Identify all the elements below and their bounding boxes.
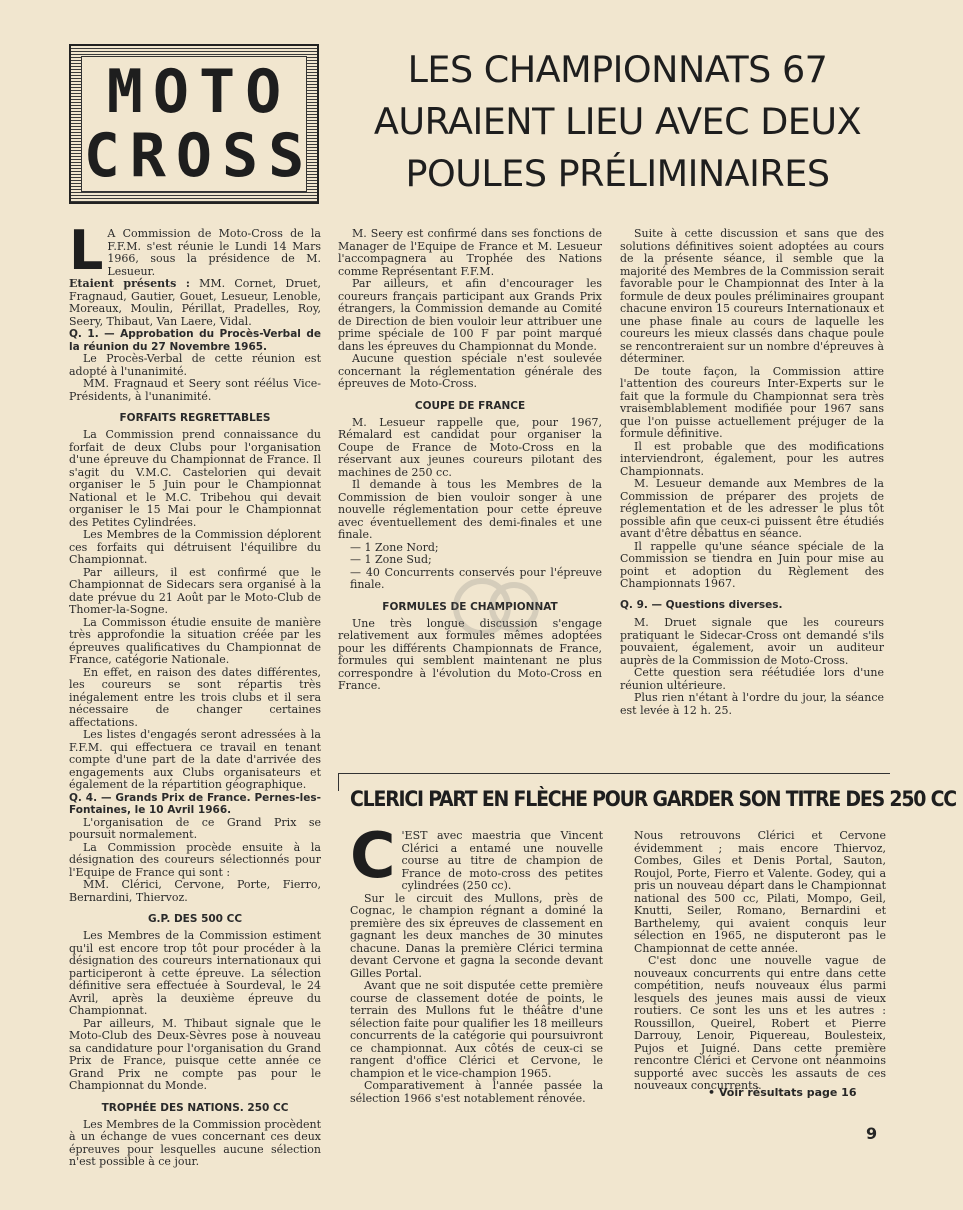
q4-heading: Q. 4. — Grands Prix de France. Pernes-les-Fontaines, le 10 Avril 1966. (69, 791, 321, 816)
paragraph: MM. Fragnaud et Seery sont réélus Vice-Présidents, à l'unanimité. (69, 377, 321, 403)
paragraph: Le Procès-Verbal de cette réunion est adopté à l'unanimité. (69, 352, 321, 378)
paragraph: M. Druet signale que les coureurs pratiquant le Sidecar-Cross ont demandé s'ils pouvaient, également, avoir un auditeur auprès de la Commission de Moto-Cross. (620, 616, 884, 667)
moto-cross-masthead (69, 44, 319, 204)
drop-cap: C (350, 819, 396, 892)
paragraph: Il demande à tous les Membres de la Commission de bien vouloir songer à une nouvelle réglementation pour cette épreuve avec éventuellement des demi-finales et une finale. (338, 478, 602, 541)
paragraph: La Commission prend connaissance du forfait de deux Clubs pour l'organisation d'une épreuve du Championnat de France. Il s'agit du V.M.C. Castelorien qui devait organiser le 5 Juin pour le Championnat National et le M.C. Tribehou qui devait organiser le 15 Mai pour le Championnat des Petites Cylindrées. (69, 428, 321, 529)
paragraph: Il est probable que des modifications interviendront, également, pour les autres Championnats. (620, 439, 884, 478)
paragraph: Avant que ne soit disputée cette première course de classement dotée de points, le terrain des Mullons fut le théâtre d'une sélection faite pour qualifier les 18 meilleurs concurrents de la catégorie qui poursuivront ce championnat. Aux côtés de ceux-ci se rangent d'office Clérici et Cervone, le champion et le vice-champion 1965. (350, 979, 603, 1080)
paragraph: Aucune question spéciale n'est soulevée concernant la réglementation générale des épreuves de Moto-Cross. (338, 352, 602, 390)
main-headline (340, 44, 895, 200)
clerici-column-2 (634, 830, 886, 1093)
paragraph: Par ailleurs, il est confirmé que le Championnat de Sidecars sera organisé à la date prévue du 21 Août par le Moto-Club de Thomer-la-Sogne. (69, 565, 321, 616)
paragraph: La Commisson étudie ensuite de manière très approfondie la situation créée par les épreuves qualificatives du Championnat de France, catégorie Nationale. (69, 615, 321, 666)
see-results-reference: • Voir résultats page 16 (708, 1086, 857, 1099)
page-number: 9 (866, 1124, 878, 1143)
paragraph: Plus rien n'étant à l'ordre du jour, la séance est levée à 12 h. 25. (620, 691, 884, 717)
paragraph: Suite à cette discussion et sans que des solutions définitives soient adoptées au cours de la présente séance, il semble que la majorité des Membres de la Commission serait favorable pour le Championnat des Inter à la formule de deux poules préliminaires groupant chacune environ 15 coureurs Internationaux et une phase finale au cours de laquelle les coureurs les mieux classés dans chaque poule se rencontreraient sur un nombre d'épreuves à déterminer. (620, 227, 884, 365)
present-paragraph (69, 278, 321, 328)
clerici-column-1 (350, 819, 603, 1105)
drop-cap: L (69, 219, 104, 282)
headline-line-3: POULES PRÉLIMINAIRES (405, 152, 830, 195)
paragraph: Il rappelle qu'une séance spéciale de la Commission se tiendra en Juin pour mise au point et adoption du Règlement des Championnats 1967. (620, 539, 884, 590)
headline-line-1: LES CHAMPIONNATS 67 (407, 48, 828, 91)
present-text: MM. Cornet, Druet, Fragnaud, Gautier, Gouet, Lesueur, Lenoble, Moreaux, Moulin, Périllat, Pradelles, Roy, Seery, Thibaut, Van Laere, Vidal. (69, 277, 321, 328)
paragraph: De toute façon, la Commission attire l'attention des coureurs Inter-Experts sur le fait que la formule du Championnat sera très vraisemblablement modifiée pour 1967 sans que l'on puisse actuellement préjuger de la formule définitive. (620, 364, 884, 440)
paragraph: C'est donc une nouvelle vague de nouveaux concurrents qui entre dans cette compétition, neufs nouveaux élus parmi lesquels des jeunes mais aussi de vieux routiers. Ce sont les uns et les autres : Roussillon, Queirel, Robert et Pierre Darrouy, Lenoir, Piquereau, Boulesteix, Pujos et Juigné. Dans cette première rencontre Clérici et Cervone ont néanmoins supporté avec succès les assauts de ces nouveaux concurrents. (634, 954, 886, 1092)
list-item: — 1 Zone Sud; (350, 553, 432, 566)
stamp-watermark (452, 572, 542, 642)
paragraph: La Commission procède ensuite à la désignation des coureurs sélectionnés pour l'Equipe de France qui sont : (69, 840, 321, 879)
paragraph: Par ailleurs, et afin d'encourager les coureurs français participant aux Grands Prix étrangers, la Commission demande au Comité de Direction de bien vouloir leur attribuer une prime spéciale de 100 F par point marqué dans les épreuves du Championnat du Monde. (338, 277, 602, 353)
q1-heading: Q. 1. — Approbation du Procès-Verbal de la réunion du 27 Novembre 1965. (69, 328, 321, 353)
headline-line-2: AURAIENT LIEU AVEC DEUX (373, 100, 862, 143)
paragraph: Les Membres de la Commission déplorent ces forfaits qui détruisent l'équilibre du Championnat. (69, 528, 321, 566)
intro-paragraph: A Commission de Moto-Cross de la F.F.M. s'est réunie le Lundi 14 Mars 1966, sous la présidence de M. Lesueur. (107, 227, 321, 278)
paragraph: Une très longue discussion s'engage relativement aux formules mêmes adoptées pour les différents Championnats de France, formules qui semblent maintenant ne plus correspondre à l'évolution du Moto-Cross en France. (338, 616, 602, 692)
clerici-headline: CLERICI PART EN FLÈCHE POUR GARDER SON TITRE DES 250 CC (350, 787, 956, 811)
list-item: — 40 Concurrents conservés pour l'épreuve finale. (350, 565, 602, 591)
present-label: Etaient présents : (69, 277, 190, 290)
paragraph: Les Membres de la Commission procèdent à un échange de vues concernant ces deux épreuves pour lesquelles aucune sélection n'est possible à ce jour. (69, 1117, 321, 1168)
paragraph: Cette question sera réétudiée lors d'une réunion ultérieure. (620, 666, 884, 692)
article-column-1 (69, 219, 321, 1169)
paragraph: Les listes d'engagés seront adressées à la F.F.M. qui effectuera ce travail en tenant compte d'une part de la date d'arrivée des engagements aux Clubs organisateurs et également de la répartition géographique. (69, 728, 321, 791)
list-item: — 1 Zone Nord; (350, 540, 439, 554)
q9-heading: Q. 9. — Questions diverses. (620, 598, 783, 611)
paragraph: L'organisation de ce Grand Prix se poursuit normalement. (69, 815, 321, 841)
paragraph: M. Lesueur rappelle que, pour 1967, Rémalard est candidat pour organiser la Coupe de France de Moto-Cross en la réservant aux jeunes coureurs pilotant des machines de 250 cc. (338, 415, 602, 479)
section-heading: FORMULES DE CHAMPIONNAT (382, 600, 558, 613)
section-heading: TROPHÉE DES NATIONS. 250 CC (101, 1101, 289, 1114)
paragraph: M. Lesueur demande aux Membres de la Commission de préparer des projets de réglementation et de les adresser le plus tôt possible afin que ceux-ci puissent être étudiés avant d'être débattus en séance. (620, 477, 884, 540)
masthead-line-1: MOTO (106, 57, 292, 127)
paragraph: Sur le circuit des Mullons, près de Cognac, le champion régnant a dominé la première des six épreuves de classement en gagnant les deux manches de 30 minutes chacune. Danas la première Clérici termina devant Cervone et gagna la seconde devant Gilles Portal. (350, 891, 603, 980)
paragraph: 'EST avec maestria que Vincent Clérici a entamé une nouvelle course au titre de champion de France de moto-cross des petites cylindrées (250 cc). (401, 829, 603, 892)
section-heading: COUPE DE FRANCE (414, 399, 526, 412)
paragraph: MM. Clérici, Cervone, Porte, Fierro, Bernardini, Thiervoz. (69, 878, 321, 904)
paragraph: Nous retrouvons Clérici et Cervone évidemment ; mais encore Thiervoz, Combes, Giles et Denis Portal, Sauton, Roujol, Porte, Fierro et Valente. Godey, qui a pris un nouveau départ dans le Championnat national des 500 cc, Pilati, Mompo, Geil, Knutti, Seiler, Romano, Bernardini et Barthelemy, qui avaient conquis leur sélection en 1965, ne disputeront pas le Championnat de cette année. (634, 829, 886, 955)
paragraph: Les Membres de la Commission estiment qu'il est encore trop tôt pour procéder à la désignation des coureurs internationaux qui participeront à cette épreuve. La sélection définitive sera effectuée à Sourdeval, le 24 Avril, après la deuxième épreuve du Championnat. (69, 929, 321, 1017)
paragraph: Par ailleurs, M. Thibaut signale que le Moto-Club des Deux-Sèvres pose à nouveau sa candidature pour l'organisation du Grand Prix de France, puisque cette année ce Grand Prix ne compte pas pour le Championnat du Monde. (69, 1016, 321, 1092)
section-heading: G.P. DES 500 CC (147, 913, 243, 925)
section-heading: FORFAITS REGRETTABLES (119, 412, 271, 424)
paragraph: Comparativement à l'année passée la sélection 1966 s'est notablement rénovée. (350, 1079, 603, 1105)
paragraph: M. Seery est confirmé dans ses fonctions de Manager de l'Equipe de France et M. Lesueur l'accompagnera au Trophée des Nations comme Représentant F.F.M. (338, 227, 602, 278)
paragraph: En effet, en raison des dates différentes, les coureurs se sont répartis très inégalement entre les trois clubs et il sera nécessaire de changer certaines affectations. (69, 665, 321, 729)
masthead-line-2: CROSS (83, 121, 315, 191)
article-column-3 (620, 228, 884, 717)
article-divider-corner (338, 773, 339, 791)
article-divider (338, 773, 890, 774)
